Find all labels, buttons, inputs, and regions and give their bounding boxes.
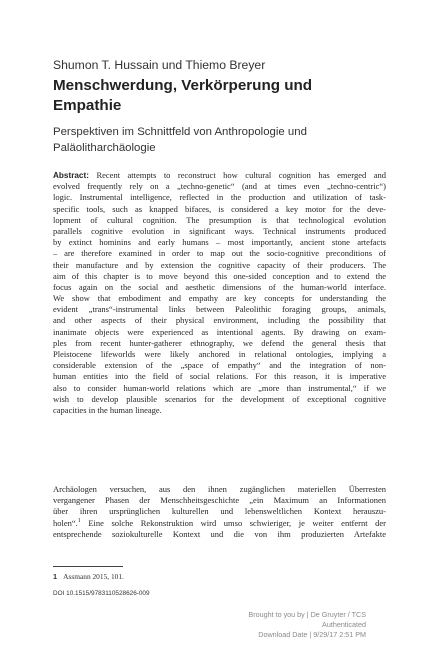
body-line — [53, 518, 386, 529]
abstract-line: by extinct hominins and early humans – most importantly, ancient stone artefacts — [53, 237, 386, 248]
abstract-line: logic. Instrumental intelligence, reflected in the production and utilization of task- — [53, 192, 386, 203]
body-line: vergangener Phasen der Menschheitsgeschichte „ein Maximum an Informationen — [53, 495, 386, 506]
abstract-line: We show that embodiment and empathy are key concepts for understanding the — [53, 293, 386, 304]
body-line: über ihren ursprünglichen kulturellen und lebensweltlichen Kontext herauszu- — [53, 506, 386, 517]
chapter-title-line: Empathie — [53, 97, 122, 114]
abstract-line — [53, 170, 386, 181]
abstract-line: focus again on the social and aesthetic dimensions of the human-world interface. — [53, 281, 386, 292]
footnote — [53, 572, 383, 581]
body-text — [53, 484, 386, 540]
abstract-line: considerable extension of the „space of empathy“ and the integration of non- — [53, 360, 386, 371]
footnote-text: Assmann 2015, 101. — [63, 572, 124, 581]
chapter-subtitle — [53, 124, 398, 156]
abstract-line: – are therefore examined in order to map out the socio-cognitive preconditions of — [53, 248, 386, 259]
doi-line[interactable]: DOI 10.1515/9783110528626-009 — [53, 590, 150, 597]
abstract-line: inanimate objects were experienced as intentional agents. By drawing on exam- — [53, 326, 386, 337]
abstract-line: capacities in the human lineage. — [53, 404, 162, 415]
watermark-line: Brought to you by | De Gruyter / TCS — [248, 610, 366, 619]
abstract-label: Abstract: — [53, 171, 89, 180]
download-watermark — [226, 610, 366, 640]
chapter-title-line: Menschwerdung, Verkörperung und — [53, 77, 313, 94]
abstract-line: parallels cognitive evolution in significant ways. Technical instruments produced — [53, 225, 386, 236]
footnote-number: 1 — [53, 572, 58, 581]
chapter-title — [53, 76, 398, 116]
abstract-line: lopment of cultural cognition. The presumption is that technological evolution — [53, 214, 386, 225]
footnote-reference[interactable]: 1 — [77, 517, 81, 524]
abstract-line: evolved frequently rely on a „techno-genetic“ (and at times even „techno-centric“) — [53, 181, 386, 192]
abstract-line: wish to develop plausible scenarios for the development of exceptional cognitive — [53, 393, 386, 404]
abstract-line: evident „trans“-instrumental links between Paleolithic foraging groups, animals, — [53, 304, 386, 315]
abstract-line: human entities into the field of social relations. For this reason, it is imperative — [53, 371, 386, 382]
watermark-line: Authenticated — [322, 620, 366, 629]
abstract-line: Pleistocene lifeworlds were likely anchored in relational ontologies, implying a — [53, 349, 386, 359]
abstract-line: aim of this chapter is to move beyond this one-sided conception and to extend the — [53, 270, 386, 281]
watermark-line: Download Date | 9/29/17 2:51 PM — [258, 630, 366, 639]
abstract-first-line-text: Recent attempts to reconstruct how cultural cognition has emerged and — [96, 170, 386, 180]
abstract-line: also to consider human-world relations which are „more than instrumental,“ if we — [53, 382, 386, 393]
body-line-text: Eine solche Rekonstruktion wird umso schwieriger, je weiter entfernt der — [80, 517, 386, 528]
chapter-subtitle-line: Paläolitharchäologie — [53, 142, 156, 154]
abstract-line: ples from recent hunter-gatherer ethnography, we defend the general thesis that — [53, 337, 386, 348]
chapter-authors: Shumon T. Hussain und Thiemo Breyer — [53, 58, 266, 72]
abstract-line: their manufacture and by extension the cognitive capacity of their producers. The — [53, 259, 386, 270]
footnote-divider — [53, 566, 123, 567]
abstract-line: and other aspects of their physical environment, including the possibility that — [53, 315, 386, 326]
chapter-subtitle-line: Perspektiven im Schnittfeld von Anthropologie und — [53, 126, 307, 138]
body-line: Archäologen versuchen, aus den ihnen zugänglichen materiellen Überresten — [53, 484, 386, 494]
body-line: entsprechende soziokulturelle Kontext und die von ihm produzierten Artefakte — [53, 528, 386, 539]
body-line-text: holen“. — [53, 517, 78, 528]
abstract-line: specific tools, such as knapped bifaces, is considered a key motor for the deve- — [53, 203, 386, 214]
abstract — [53, 170, 386, 416]
